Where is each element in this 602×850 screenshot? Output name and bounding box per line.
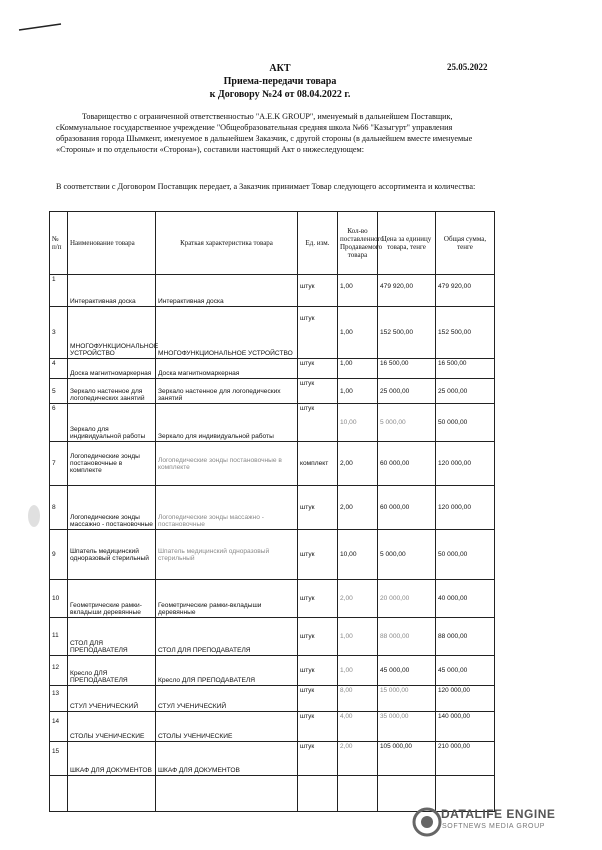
table-row — [50, 712, 495, 742]
cell-unit: штук — [298, 307, 338, 359]
cell-qty: 4,00 — [338, 712, 378, 742]
cell-price: 5 000,00 — [378, 530, 436, 580]
cell-total: 120 000,00 — [436, 486, 495, 530]
cell-price: 35 000,00 — [378, 712, 436, 742]
cell-desc: Логопедические зонды постановочные в комплекте — [156, 442, 298, 486]
cell-total: 479 920,00 — [436, 275, 495, 307]
cell-num: 4 — [50, 359, 68, 379]
watermark-subtitle: SOFTNEWS MEDIA GROUP — [442, 823, 546, 830]
header-qty: Кол-во поставленного Продаваемого товара — [338, 212, 378, 275]
cell-name: СТУЛ УЧЕНИЧЕСКИЙ — [68, 686, 156, 712]
cell-desc: Зеркало настенное для логопедических занятий — [156, 379, 298, 404]
cell-total: 88 000,00 — [436, 618, 495, 656]
cell-num: 12 — [50, 656, 68, 686]
cell-price: 5 000,00 — [378, 404, 436, 442]
cell-name: Геометрические рамки-вкладыши деревянные — [68, 580, 156, 618]
cell-total: 152 500,00 — [436, 307, 495, 359]
watermark-name: DATALIFE ENGINE — [441, 807, 556, 821]
cell-desc: СТОЛЫ УЧЕНИЧЕСКИЕ — [156, 712, 298, 742]
table-row — [50, 379, 495, 404]
cell-unit: штук — [298, 359, 338, 379]
cell-qty: 2,00 — [338, 580, 378, 618]
cell-qty: 1,00 — [338, 359, 378, 379]
cell-unit: штук — [298, 404, 338, 442]
cell-price: 15 000,00 — [378, 686, 436, 712]
cell-price: 60 000,00 — [378, 442, 436, 486]
cell-unit: штук — [298, 580, 338, 618]
cell-price: 25 000,00 — [378, 379, 436, 404]
cell-name: Зеркало настенное для логопедических занятий — [68, 379, 156, 404]
cell-name: Интерактивная доска — [68, 275, 156, 307]
cell-total: 120 000,00 — [436, 442, 495, 486]
cell-num: 9 — [50, 530, 68, 580]
table-row — [50, 307, 495, 359]
table-row — [50, 359, 495, 379]
table-row — [50, 618, 495, 656]
cell-price: 16 500,00 — [378, 359, 436, 379]
cell-price: 60 000,00 — [378, 486, 436, 530]
cell-num: 13 — [50, 686, 68, 712]
cell-price: 45 000,00 — [378, 656, 436, 686]
cell-unit: комплект — [298, 442, 338, 486]
cell-qty: 2,00 — [338, 742, 378, 776]
table-row — [50, 580, 495, 618]
cell-name: СТОЛЫ УЧЕНИЧЕСКИЕ — [68, 712, 156, 742]
ink-smudge — [28, 505, 40, 527]
document-subtitle: Приема-передачи товара — [223, 76, 337, 87]
cell-num: 7 — [50, 442, 68, 486]
table-row — [50, 656, 495, 686]
header-price: Цена за единицу товара, тенге — [378, 212, 436, 275]
cell-qty: 2,00 — [338, 486, 378, 530]
cell-desc — [156, 776, 298, 812]
cell-num — [50, 776, 68, 812]
cell-num: 6 — [50, 404, 68, 442]
cell-price: 152 500,00 — [378, 307, 436, 359]
cell-name: Доска магнитномаркерная — [68, 359, 156, 379]
cell-price: 20 000,00 — [378, 580, 436, 618]
table-row — [50, 530, 495, 580]
cell-unit: штук — [298, 618, 338, 656]
cell-qty: 1,00 — [338, 656, 378, 686]
cell-unit: штук — [298, 686, 338, 712]
cell-name: Шпатель медицинский одноразовый стерильный — [68, 530, 156, 580]
cell-desc: Кресло ДЛЯ ПРЕПОДАВАТЕЛЯ — [156, 656, 298, 686]
cell-name: Зеркало для индивидуальной работы — [68, 404, 156, 442]
header-name: Наименование товара — [68, 212, 156, 275]
cell-name: ШКАФ ДЛЯ ДОКУМЕНТОВ — [68, 742, 156, 776]
cell-total: 40 000,00 — [436, 580, 495, 618]
cell-num: 8 — [50, 486, 68, 530]
cell-qty: 8,00 — [338, 686, 378, 712]
header-unit: Ед. изм. — [298, 212, 338, 275]
cell-total: 210 000,00 — [436, 742, 495, 776]
cell-price: 105 000,00 — [378, 742, 436, 776]
cell-unit — [298, 776, 338, 812]
cell-qty: 2,00 — [338, 442, 378, 486]
header-total: Общая сумма, тенге — [436, 212, 495, 275]
cell-qty: 1,00 — [338, 275, 378, 307]
cell-name: Логопедические зонды массажно - постановочные — [68, 486, 156, 530]
cell-desc: МНОГОФУНКЦИОНАЛЬНОЕ УСТРОЙСТВО — [156, 307, 298, 359]
cell-desc: Доска магнитномаркерная — [156, 359, 298, 379]
cell-qty: 10,00 — [338, 530, 378, 580]
cell-name: МНОГОФУНКЦИОНАЛЬНОЕ УСТРОЙСТВО — [68, 307, 156, 359]
cell-total: 50 000,00 — [436, 404, 495, 442]
cell-qty — [338, 776, 378, 812]
cell-desc: Зеркало для индивидуальной работы — [156, 404, 298, 442]
cell-total: 140 000,00 — [436, 712, 495, 742]
cell-total: 120 000,00 — [436, 686, 495, 712]
cell-desc: СТОЛ ДЛЯ ПРЕПОДАВАТЕЛЯ — [156, 618, 298, 656]
cell-total: 45 000,00 — [436, 656, 495, 686]
cell-desc: Геометрические рамки-вкладыши деревянные — [156, 580, 298, 618]
pen-scribble — [18, 22, 62, 32]
cell-qty: 1,00 — [338, 618, 378, 656]
cell-unit: штук — [298, 379, 338, 404]
table-row — [50, 742, 495, 776]
cell-num: 5 — [50, 379, 68, 404]
cell-num: 3 — [50, 307, 68, 359]
table-row — [50, 486, 495, 530]
cell-desc: Шпатель медицинский одноразовый стерильный — [156, 530, 298, 580]
cell-total: 50 000,00 — [436, 530, 495, 580]
cell-num: 11 — [50, 618, 68, 656]
cell-name: Логопедические зонды постановочные в комплекте — [68, 442, 156, 486]
lead-paragraph: В соответствии с Договором Поставщик передает, а Заказчик принимает Товар следующего ассортимента и количества: — [56, 182, 476, 191]
intro-paragraph: Товарищество с ограниченной ответственностью "A.E.K GROUP", именуемый в дальнейшем Поставщик, сКоммунальное государственное учреждение "Общеобразовательная средняя школа №66 "Казыгурт" управления образования города Шымкент, именуемое в дальнейшем Заказчик, с другой стороны (в дальнейшем вместе именуемые «Стороны» и по отдельности «Сторона»), составили настоящий Акт о нижеследующем: — [56, 112, 473, 154]
goods-table — [49, 211, 495, 812]
cell-desc: Интерактивная доска — [156, 275, 298, 307]
document-title: АКТ — [269, 63, 291, 74]
cell-total: 16 500,00 — [436, 359, 495, 379]
contract-reference: к Договору №24 от 08.04.2022 г. — [209, 89, 351, 100]
cell-unit: штук — [298, 530, 338, 580]
cell-unit: штук — [298, 486, 338, 530]
cell-desc: СТУЛ УЧЕНИЧЕСКИЙ — [156, 686, 298, 712]
cell-name — [68, 776, 156, 812]
cell-num: 1 — [50, 275, 68, 307]
table-row — [50, 686, 495, 712]
cell-unit: штук — [298, 712, 338, 742]
table-header-row — [50, 212, 495, 275]
header-num: № п/п — [50, 212, 68, 275]
cell-name: Кресло ДЛЯ ПРЕПОДАВАТЕЛЯ — [68, 656, 156, 686]
cell-num: 15 — [50, 742, 68, 776]
table-row — [50, 275, 495, 307]
cell-qty: 1,00 — [338, 307, 378, 359]
cell-total: 25 000,00 — [436, 379, 495, 404]
cell-unit: штук — [298, 275, 338, 307]
cell-price: 88 000,00 — [378, 618, 436, 656]
table-row — [50, 404, 495, 442]
cell-unit: штук — [298, 656, 338, 686]
document-date: 25.05.2022 — [447, 62, 488, 72]
cell-price: 479 920,00 — [378, 275, 436, 307]
cell-unit: штук — [298, 742, 338, 776]
header-desc: Краткая характеристика товара — [156, 212, 298, 275]
cell-qty: 1,00 — [338, 379, 378, 404]
cell-name: СТОЛ ДЛЯ ПРЕПОДАВАТЕЛЯ — [68, 618, 156, 656]
cell-num: 14 — [50, 712, 68, 742]
cell-num: 10 — [50, 580, 68, 618]
table-row — [50, 442, 495, 486]
cell-desc: ШКАФ ДЛЯ ДОКУМЕНТОВ — [156, 742, 298, 776]
cell-desc: Логопедические зонды массажно - постановочные — [156, 486, 298, 530]
cell-qty: 10,00 — [338, 404, 378, 442]
